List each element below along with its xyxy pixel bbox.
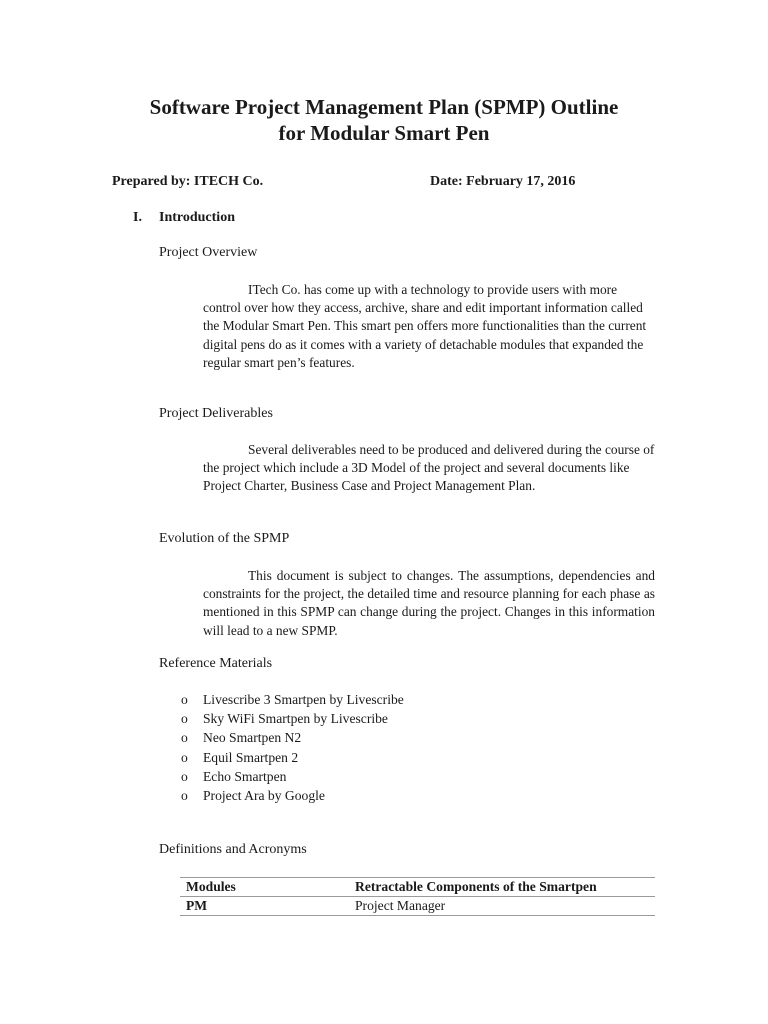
bullet-icon: o: [181, 692, 188, 707]
prepared-by: Prepared by: ITECH Co.: [112, 174, 264, 189]
reference-item: o Neo Smartpen N2: [181, 728, 404, 747]
document-title: [0, 94, 768, 146]
project-deliverables-text: Several deliverables need to be produced and delivered during the course of the project which include a 3D Model of the project and several documents like Project Charter, Business Case and Project Management Plan.: [203, 442, 655, 494]
table-header-row: [180, 878, 655, 897]
reference-item: o Equil Smartpen 2: [181, 748, 404, 767]
title-line-1: Software Project Management Plan (SPMP) Outline: [149, 95, 619, 119]
section-heading-introduction: [133, 210, 235, 226]
column-header-components: Retractable Components of the Smartpen: [349, 878, 655, 897]
section-title: Introduction: [159, 210, 235, 225]
reference-item: o Echo Smartpen: [181, 767, 404, 786]
table-row: [180, 897, 655, 916]
project-overview-heading: Project Overview: [159, 245, 258, 260]
column-header-modules: Modules: [180, 878, 349, 897]
bullet-icon: o: [181, 749, 188, 765]
table-cell-term: PM: [180, 897, 349, 916]
definitions-table: [180, 877, 655, 916]
document-date: Date: February 17, 2016: [430, 174, 576, 189]
reference-item: o Sky WiFi Smartpen by Livescribe: [181, 709, 404, 728]
bullet-icon: o: [181, 768, 188, 784]
reference-item: o Livescribe 3 Smartpen by Livescribe: [181, 690, 404, 709]
reference-item: o Project Ara by Google: [181, 786, 404, 805]
title-line-2: for Modular Smart Pen: [278, 121, 490, 145]
bullet-icon: o: [181, 711, 188, 727]
reference-materials-heading: Reference Materials: [159, 656, 273, 671]
evolution-text: This document is subject to changes. The assumptions, dependencies and constraints for the project, the detailed time and resource planning for each phase as mentioned in this SPMP can change during the project. Changes in this information will lead to a new SPMP.: [203, 568, 655, 638]
project-overview-text: ITech Co. has come up with a technology to provide users with more control over how they access, archive, share and edit important information called the Modular Smart Pen. This smart pen offers more functionalities than the current digital pens do as it comes with a variety of detachable modules that expanded the regular smart pen’s features.: [203, 282, 647, 370]
bullet-icon: o: [181, 787, 188, 803]
project-deliverables-heading: Project Deliverables: [159, 406, 273, 421]
reference-list: [181, 690, 404, 805]
table-cell-definition: Project Manager: [349, 897, 655, 916]
evolution-heading: Evolution of the SPMP: [159, 531, 290, 546]
section-number: I.: [133, 210, 142, 225]
definitions-heading: Definitions and Acronyms: [159, 842, 307, 857]
bullet-icon: o: [181, 730, 188, 746]
